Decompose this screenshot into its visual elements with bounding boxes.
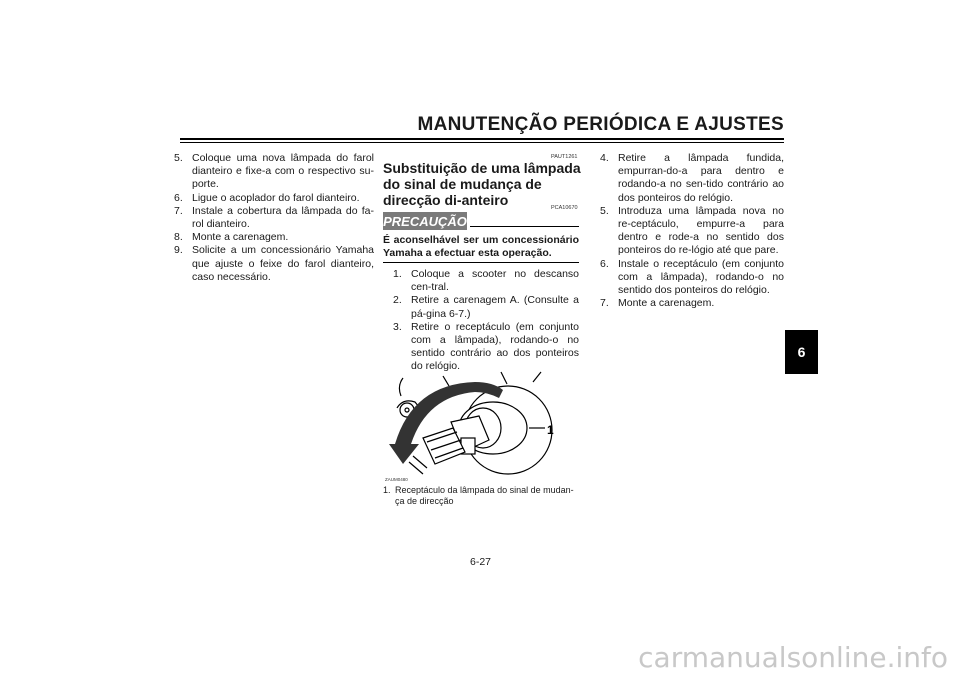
chapter-tab: 6 bbox=[785, 330, 818, 374]
list-item: 8. Monte a carenagem. bbox=[174, 231, 289, 244]
caution-text: É aconselhável ser um concessionário Yamaha a efectuar esta operação. bbox=[383, 234, 579, 259]
list-item: 2. Retire a carenagem A. (Consulte a pá-gina 6-7.) bbox=[393, 294, 579, 320]
column-right bbox=[600, 152, 784, 310]
caution-end-rule bbox=[383, 262, 579, 263]
list-item: 6. Instale o receptáculo (em conjunto com a lâmpada), rodando-o no sentido dos ponteiros do relógio. bbox=[600, 257, 784, 297]
caution-code: PCA10670 bbox=[551, 205, 578, 211]
housing-edge bbox=[399, 378, 403, 396]
list-item: 9. Solicite a um concessionário Yamaha que ajuste o feixe do farol dianteiro, caso necessário. bbox=[174, 244, 374, 283]
column-left bbox=[174, 152, 374, 284]
page-number: 6-27 bbox=[470, 556, 492, 568]
page-header-title: MANUTENÇÃO PERIÓDICA E AJUSTES bbox=[417, 114, 784, 135]
callout-number: 1 bbox=[547, 423, 554, 437]
list-item: 7. Monte a carenagem. bbox=[600, 297, 715, 310]
watermark: carmanualsonline.info bbox=[638, 641, 948, 674]
list-item: 1. Coloque a scooter no descanso cen-tral. bbox=[393, 268, 579, 294]
list-item: 5. Introduza uma lâmpada nova no re-ceptáculo, empurre-a para dentro e rode-a no sentido dos ponteiros do re-lógio até que pare. bbox=[600, 204, 784, 257]
caution-rule bbox=[470, 226, 579, 227]
list-item: 6. Ligue o acoplador do farol dianteiro. bbox=[174, 191, 360, 204]
header-rule bbox=[180, 138, 784, 140]
section-code: PAUT1261 bbox=[551, 154, 578, 160]
bulb-socket-illustration bbox=[383, 368, 579, 484]
section-title: Substituição de uma lâmpada do sinal de mudança de direcção di-anteiro bbox=[383, 160, 581, 208]
caution-label: PRECAUÇÃO bbox=[383, 213, 467, 229]
illustration-svg bbox=[383, 368, 579, 484]
list-item: 4. Retire a lâmpada fundida, empurran-do-a para dentro e rodando-a no sen-tido contrário ao dos ponteiros do relógio. bbox=[600, 152, 784, 204]
figure-caption: 1. Receptáculo da lâmpada do sinal de mudan-ça de direcção bbox=[383, 485, 574, 506]
header-rule-thin bbox=[180, 142, 784, 143]
column-middle-steps bbox=[393, 268, 579, 374]
figure-code: ZAUM0480 bbox=[385, 477, 408, 482]
list-item: 5. Coloque uma nova lâmpada do farol dianteiro e fixe-a com o respectivo su-porte. bbox=[174, 152, 374, 191]
list-item: 7. Instale a cobertura da lâmpada do fa-rol dianteiro. bbox=[174, 204, 374, 231]
list-item: 3. Retire o receptáculo (em conjunto com a lâmpada), rodando-o no sentido contrário ao dos ponteiros do relógio. bbox=[393, 320, 579, 373]
